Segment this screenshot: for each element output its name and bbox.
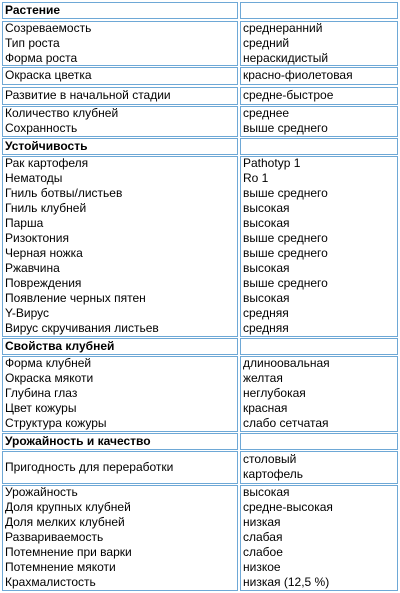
property-value: высокая [243,216,290,230]
property-label: Гниль ботвы/листьев [5,186,123,200]
table-row [2,106,398,137]
property-value: средняя [243,306,289,320]
property-value: красно-фиолетовая [243,68,353,82]
property-value: средняя [243,321,289,335]
property-label: Развариваемость [5,530,104,544]
property-value: низкая (12,5 %) [243,575,330,589]
property-label: Форма роста [5,51,78,65]
table-row [2,156,398,337]
property-value: высокая [243,261,290,275]
property-value: красная [243,401,288,415]
property-value: желтая [243,371,283,385]
property-label: Парша [5,216,44,230]
property-label: Появление черных пятен [5,291,146,305]
property-label: Окраска мякоти [5,371,94,385]
table-row [2,67,398,85]
property-value: выше среднего [243,276,328,290]
property-label: Урожайность [5,485,78,499]
property-value: столовый [243,452,297,466]
section-title: Растение [5,3,61,17]
property-label: Развитие в начальной стадии [5,88,171,102]
property-value: средний [243,36,290,50]
property-label: Y-Вирус [5,306,50,320]
property-value: выше среднего [243,121,328,135]
property-value: слабо сетчатая [243,416,329,430]
property-label: Созреваемость [5,21,92,35]
property-label: Структура кожуры [5,416,107,430]
property-label: Окраска цветка [5,68,92,82]
section-title: Урожайность и качество [5,434,151,448]
property-label: Форма клубней [5,356,92,370]
table-row [2,485,398,591]
property-label: Нематоды [5,171,63,185]
property-value: картофель [243,467,304,481]
section-header-resistance [2,138,398,155]
property-label: Количество клубней [5,106,119,120]
section-header-plant [2,2,398,19]
table-row [2,451,398,484]
section-title: Свойства клубней [5,339,115,353]
property-value: высокая [243,485,290,499]
property-label: Повреждения [5,276,82,290]
property-value: слабая [243,530,283,544]
property-value: средне-быстрое [243,88,334,102]
property-label: Пригодность для переработки [5,460,174,474]
table-row [2,21,398,66]
property-label: Доля мелких клубней [5,515,125,529]
property-value: низкое [243,560,281,574]
property-label: Черная ножка [5,246,83,260]
property-label: Потемнение при варки [5,545,132,559]
table-row [2,87,398,105]
property-label: Крахмалистость [5,575,96,589]
property-label: Потемнение мякоти [5,560,116,574]
property-value: высокая [243,291,290,305]
property-label: Сохранность [5,121,78,135]
property-label: Вирус скручивания листьев [5,321,159,335]
property-value: низкая [243,515,281,529]
property-value: среднее [243,106,290,120]
section-header-tuber-properties [2,338,398,355]
property-label: Ржавчина [5,261,60,275]
property-value: Ro 1 [243,171,269,185]
property-value: Pathotyp 1 [243,156,301,170]
property-label: Цвет кожуры [5,401,77,415]
property-value: среднеранний [243,21,323,35]
property-value: выше среднего [243,231,328,245]
property-value: средне-высокая [243,500,333,514]
property-label: Ризоктония [5,231,69,245]
property-label: Глубина глаз [5,386,78,400]
property-value: высокая [243,201,290,215]
property-label: Тип роста [5,36,60,50]
property-value: нераскидистый [243,51,329,65]
property-value: слабое [243,545,283,559]
section-header-yield-quality [2,433,398,450]
property-value: неглубокая [243,386,306,400]
section-title: Устойчивость [5,139,88,153]
property-value: длиноовальная [243,356,330,370]
property-value: выше среднего [243,246,328,260]
property-value: выше среднего [243,186,328,200]
property-label: Рак картофеля [5,156,89,170]
table-row [2,356,398,432]
property-label: Доля крупных клубней [5,500,131,514]
property-label: Гниль клубней [5,201,87,215]
